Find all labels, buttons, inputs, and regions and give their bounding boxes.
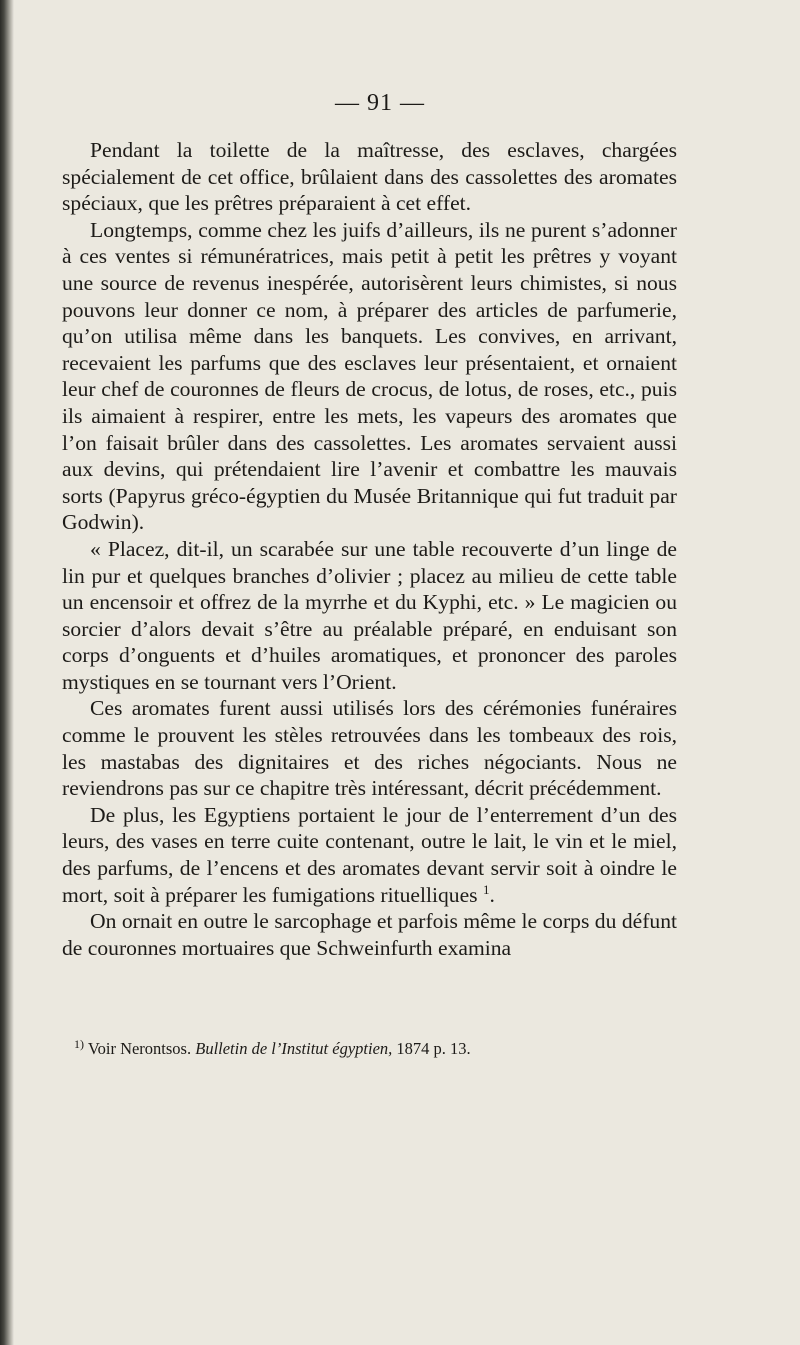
body-text — [62, 137, 677, 961]
paragraph: On ornait en outre le sarcophage et parfois même le corps du défunt de couronnes mortuaires que Schweinfurth examina — [62, 909, 677, 960]
footnote-citation: 1874 p. 13. — [396, 1039, 471, 1058]
paragraph — [62, 802, 677, 908]
footnote-journal: Bulletin de l’Institut égyptien, — [195, 1039, 393, 1058]
paragraph: Longtemps, comme chez les juifs d’ailleurs, ils ne purent s’adonner à ces ventes si rémunératrices, mais petit à petit les prêtres y voyant une source de revenus inespérée, autorisèrent leurs chimistes, si nous pouvons leur donner ce nom, à préparer des articles de parfumerie, qu’on utilisa même dans les banquets. Les convives, en arrivant, recevaient les parfums que des esclaves leur présentaient, et ornaient leur chef de couronnes de fleurs de crocus, de lotus, de roses, etc., puis ils aimaient à respirer, entre les mets, les vapeurs des aromates que l’on faisait brûler dans des cassolettes. Les aromates servaient aussi aux devins, qui prétendaient lire l’avenir et combattre les mauvais sorts (Papyrus gréco-égyptien du Musée Britannique qui fut traduit par Godwin). — [62, 217, 677, 535]
footnote-mark: 1) — [74, 1036, 84, 1051]
book-spine-edge — [0, 0, 14, 1345]
footnote-author: Voir Nerontsos. — [87, 1039, 192, 1058]
footnote-reference[interactable]: 1 — [482, 881, 490, 897]
paragraph: Ces aromates furent aussi utilisés lors des cérémonies funéraires comme le prouvent les stèles retrouvées dans les tombeaux des rois, les mastabas des dignitaires et des riches négociants. Nous ne reviendrons pas sur ce chapitre très intéressant, décrit précédemment. — [62, 696, 677, 801]
paragraph: Pendant la toilette de la maîtresse, des esclaves, chargées spécialement de cet office, brûlaient dans des cassolettes des aromates spéciaux, que les prêtres préparaient à cet effet. — [62, 138, 677, 216]
footnote — [62, 1038, 677, 1060]
paragraph-end: . — [489, 882, 495, 907]
paragraph: « Placez, dit-il, un scarabée sur une table recouverte d’un linge de lin pur et quelques branches d’olivier ; placez au milieu de cette table un encensoir et offrez de la myrrhe et du Kyphi, etc. » Le magicien ou sorcier d’alors devait s’être au préalable préparé, en enduisant son corps d’onguents et d’huiles aromatiques, et prononcer des paroles mystiques en se tournant vers l’Orient. — [62, 536, 677, 694]
paragraph-text: De plus, les Egyptiens portaient le jour de l’enterrement d’un des leurs, des vases en terre cuite contenant, outre le lait, le vin et le miel, des parfums, de l’encens et des aromates devant servir soit à oindre le mort, soit à préparer les fumigations rituelliques — [62, 802, 677, 907]
page-number: — 91 — — [335, 90, 425, 116]
